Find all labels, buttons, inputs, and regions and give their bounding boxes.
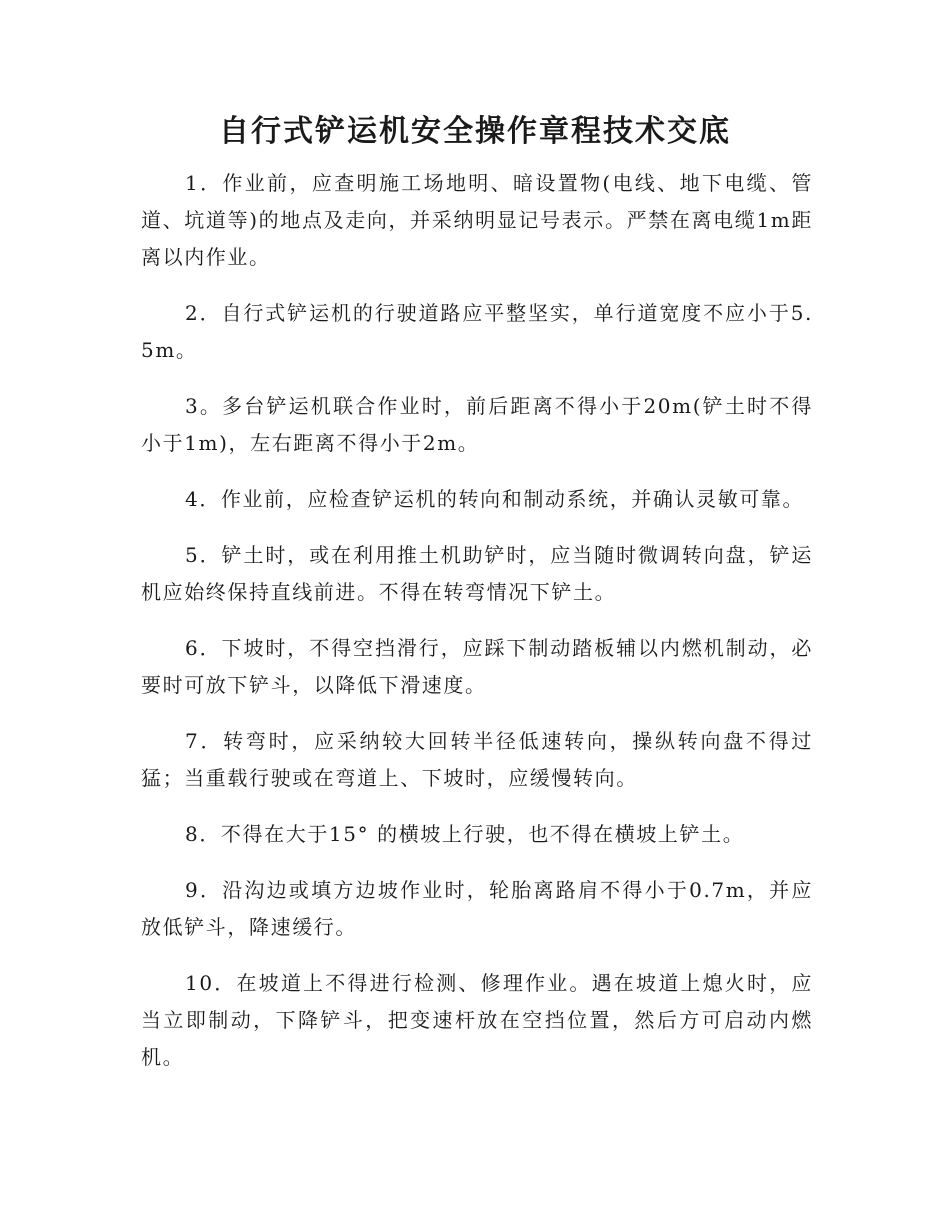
document-title: 自行式铲运机安全操作章程技术交底 — [219, 114, 731, 149]
paragraph-3: 3。多台铲运机联合作业时，前后距离不得小于20m(铲土时不得小于1m)，左右距离不得小于2m。 — [141, 394, 813, 455]
paragraph-1: 1．作业前，应查明施工场地明、暗设置物(电线、地下电缆、管道、坑道等)的地点及走向，并采纳明显记号表示。严禁在离电缆1m距离以内作业。 — [141, 171, 813, 269]
paragraph-6: 6．下坡时，不得空挡滑行，应踩下制动踏板辅以内燃机制动，必要时可放下铲斗，以降低下滑速度。 — [141, 636, 813, 697]
paragraph-7: 7．转弯时，应采纳较大回转半径低速转向，操纵转向盘不得过猛；当重载行驶或在弯道上、下坡时，应缓慢转向。 — [141, 729, 813, 790]
paragraph-9: 9．沿沟边或填方边坡作业时，轮胎离路肩不得小于0.7m，并应放低铲斗，降速缓行。 — [141, 878, 813, 939]
paragraph-2: 2．自行式铲运机的行驶道路应平整坚实，单行道宽度不应小于5.5m。 — [141, 301, 813, 362]
paragraph-5: 5．铲土时，或在利用推土机助铲时，应当随时微调转向盘，铲运机应始终保持直线前进。不得在转弯情况下铲土。 — [141, 543, 813, 604]
paragraph-4: 4．作业前，应检查铲运机的转向和制动系统，并确认灵敏可靠。 — [185, 487, 805, 511]
paragraph-10: 10．在坡道上不得进行检测、修理作业。遇在坡道上熄火时，应当立即制动，下降铲斗，把变速杆放在空挡位置，然后方可启动内燃机。 — [141, 971, 813, 1069]
paragraph-8: 8．不得在大于15° 的横坡上行驶，也不得在横坡上铲土。 — [185, 822, 745, 846]
document-body — [141, 165, 813, 1095]
